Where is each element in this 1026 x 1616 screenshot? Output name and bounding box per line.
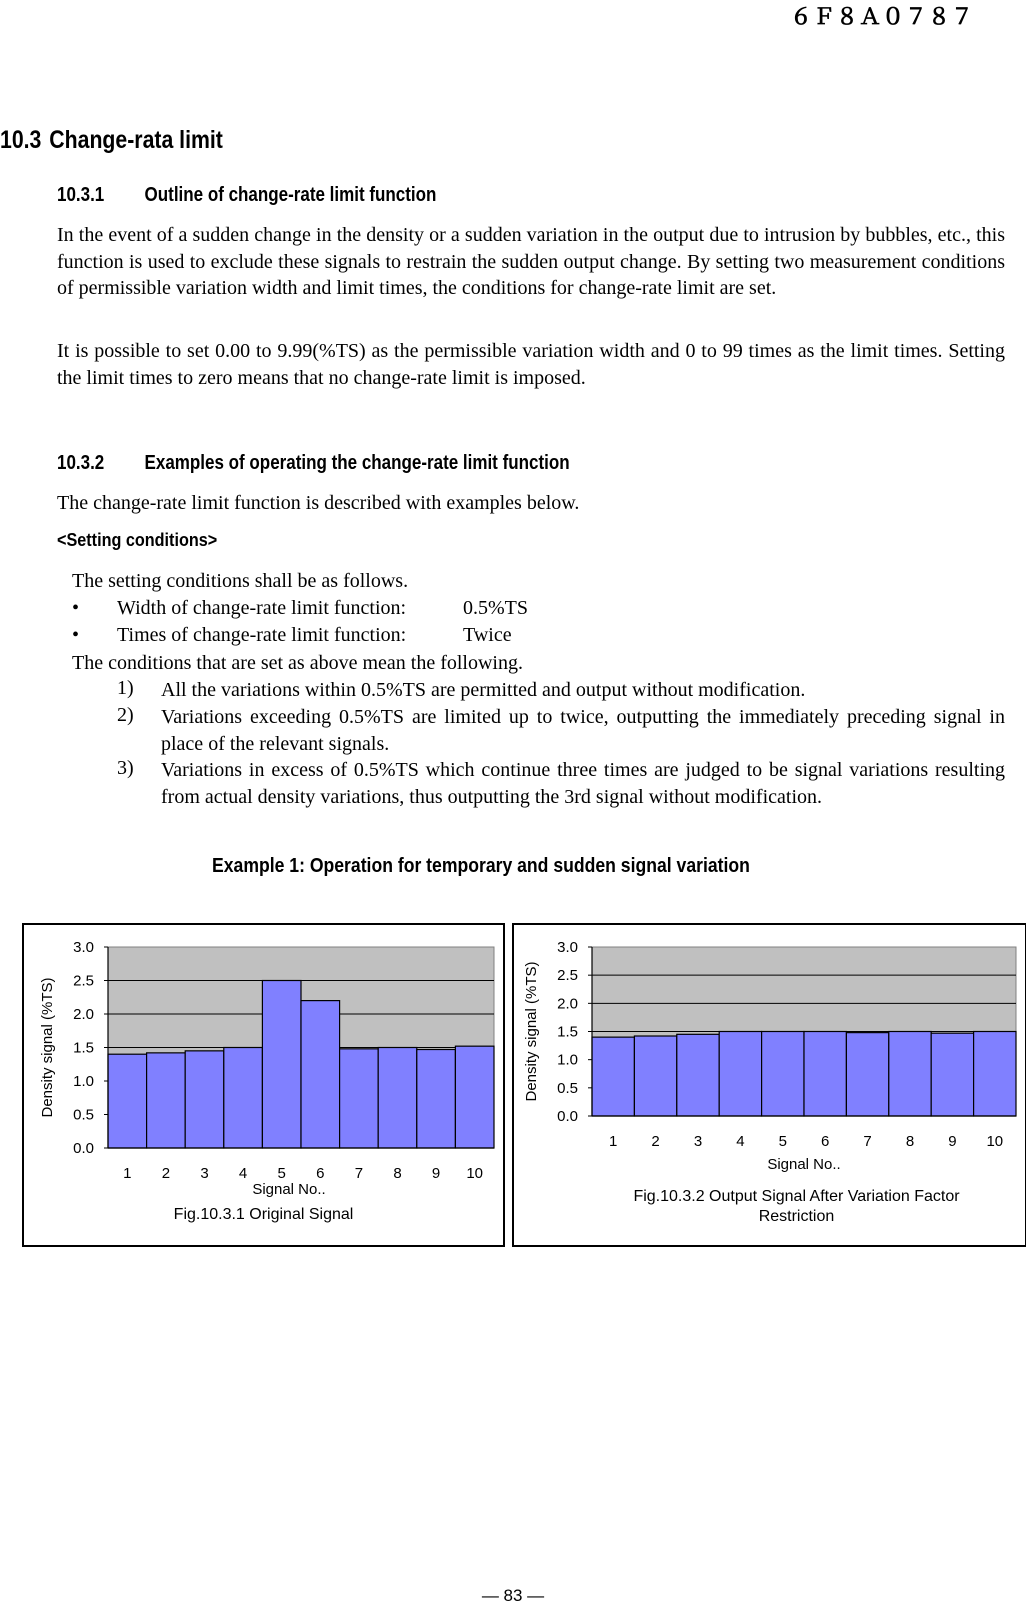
bar [185, 1051, 224, 1148]
x-tick-label: 9 [431, 1165, 441, 1182]
section-number: 10.3 [0, 126, 42, 154]
x-tick-label: 5 [778, 1133, 787, 1150]
x-tick-label: 3 [200, 1165, 209, 1182]
outline-paragraph-2: It is possible to set 0.00 to 9.99(%TS) as the permissible variation width and 0 to 99 times as the limit times. Setting the limit times to zero means that no change-rate limit is imposed. [57, 340, 1005, 389]
bullet-value: Twice [463, 624, 512, 646]
x-tick-label: 9 [948, 1133, 957, 1150]
bar [301, 1001, 340, 1148]
bullet-mark: • [72, 597, 80, 619]
x-tick-label: 2 [651, 1133, 660, 1150]
subsection-heading-1 [57, 184, 436, 207]
x-tick-label: 8 [905, 1133, 915, 1150]
bar [592, 1037, 634, 1116]
bullet-item-width [117, 597, 528, 620]
figure-caption-2: Fig.10.3.2 Output Signal After Variation Factor Restriction [633, 1188, 960, 1225]
section-heading [0, 126, 223, 155]
subsection-title-1: Outline of change-rate limit function [144, 184, 437, 206]
y-tick-label: 2.0 [73, 1006, 94, 1023]
bar [634, 1036, 676, 1116]
outline-paragraph-1: In the event of a sudden change in the density or a sudden variation in the output due to intrusion by bubbles, etc., this function is used to exclude these signals to restrain the sudden output change. By setting two measurement conditions of permissible variation width and limit times, the conditions for change-rate limit are set. [57, 224, 1005, 299]
subsection-title-2: Examples of operating the change-rate limit function [144, 452, 570, 474]
figure-caption-1: Fig.10.3.1 Original Signal [173, 1206, 354, 1223]
list-item: All the variations within 0.5%TS are permitted and output without modification. [161, 679, 806, 701]
list-number: 3) [117, 757, 134, 779]
bar [108, 1054, 147, 1148]
bar [378, 1048, 417, 1149]
list-number: 1) [117, 677, 134, 699]
bar [340, 1049, 379, 1148]
x-tick-label: 4 [238, 1165, 248, 1182]
meaning-intro: The conditions that are set as above mean the following. [72, 652, 523, 674]
x-tick-label: 7 [354, 1165, 364, 1182]
y-tick-label: 2.5 [73, 972, 94, 990]
bar [147, 1053, 186, 1148]
y-tick-label: 1.5 [73, 1039, 94, 1057]
bullet-label: Width of change-rate limit function: [117, 597, 407, 619]
y-tick-label: 1.0 [557, 1051, 578, 1069]
bar [804, 1032, 846, 1117]
x-axis-title: Signal No.. [767, 1156, 841, 1173]
bar [889, 1032, 931, 1117]
x-tick-label: 8 [393, 1165, 402, 1182]
subsection-heading-2 [57, 452, 570, 475]
bar [224, 1048, 263, 1149]
x-tick-label: 6 [316, 1165, 325, 1182]
figure-original-signal [22, 923, 505, 1247]
x-tick-label: 4 [736, 1133, 745, 1150]
bar [931, 1033, 973, 1116]
x-tick-label: 1 [609, 1133, 618, 1150]
setting-intro: The setting conditions shall be as follows. [72, 570, 409, 592]
bullet-item-times [117, 624, 512, 647]
bar [762, 1032, 804, 1117]
y-tick-label: 1.0 [73, 1073, 94, 1090]
bar [846, 1033, 888, 1116]
x-tick-label: 6 [821, 1133, 830, 1150]
y-tick-label: 0.0 [73, 1140, 94, 1157]
y-tick-label: 2.5 [557, 967, 578, 985]
page-number: — 83 — [481, 1586, 545, 1605]
y-tick-label: 0.5 [73, 1106, 94, 1124]
subsection-number-2: 10.3.2 [57, 452, 105, 474]
list-item: Variations in excess of 0.5%TS which continue three times are judged to be signal variations resulting from actual density variations, thus outputting the 3rd signal without modification. [161, 759, 1005, 808]
bar [974, 1032, 1016, 1117]
bullet-label: Times of change-rate limit function: [117, 624, 407, 646]
x-tick-label: 5 [277, 1165, 286, 1182]
bar [719, 1032, 761, 1117]
x-tick-label: 10 [466, 1165, 484, 1182]
y-tick-label: 3.0 [73, 939, 94, 956]
y-axis-title: Density signal (%TS) [39, 977, 56, 1118]
bullet-mark: • [72, 624, 80, 646]
bar [455, 1046, 494, 1148]
y-tick-label: 3.0 [557, 939, 578, 956]
x-tick-label: 2 [161, 1165, 171, 1182]
bar [417, 1050, 456, 1148]
bullet-value: 0.5%TS [463, 597, 528, 619]
x-tick-label: 3 [693, 1133, 703, 1150]
y-tick-label: 1.5 [557, 1023, 578, 1041]
list-number: 2) [117, 704, 134, 726]
section-title: Change-rata limit [49, 126, 223, 154]
bar [262, 981, 301, 1149]
x-tick-label: 10 [986, 1133, 1004, 1150]
bar [677, 1034, 719, 1116]
original-signal-chart [24, 925, 503, 1245]
subsection-number-1: 10.3.1 [57, 184, 105, 206]
x-tick-label: 7 [863, 1133, 872, 1150]
figure-output-signal [512, 923, 1026, 1247]
example-title: Example 1: Operation for temporary and sudden signal variation [212, 855, 750, 877]
y-axis-title: Density signal (%TS) [523, 961, 540, 1102]
x-tick-label: 1 [123, 1165, 132, 1182]
y-tick-label: 0.5 [557, 1079, 578, 1097]
y-tick-label: 0.0 [557, 1108, 578, 1125]
x-axis-title: Signal No.. [252, 1181, 326, 1198]
setting-conditions-heading: <Setting conditions> [57, 530, 218, 550]
y-tick-label: 2.0 [557, 995, 578, 1013]
examples-intro: The change-rate limit function is described with examples below. [57, 492, 580, 514]
list-item: Variations exceeding 0.5%TS are limited up to twice, outputting the immediately preceding signal in place of the relevant signals. [161, 706, 1005, 755]
document-code: ６Ｆ８Ａ０７８７ [789, 6, 974, 31]
